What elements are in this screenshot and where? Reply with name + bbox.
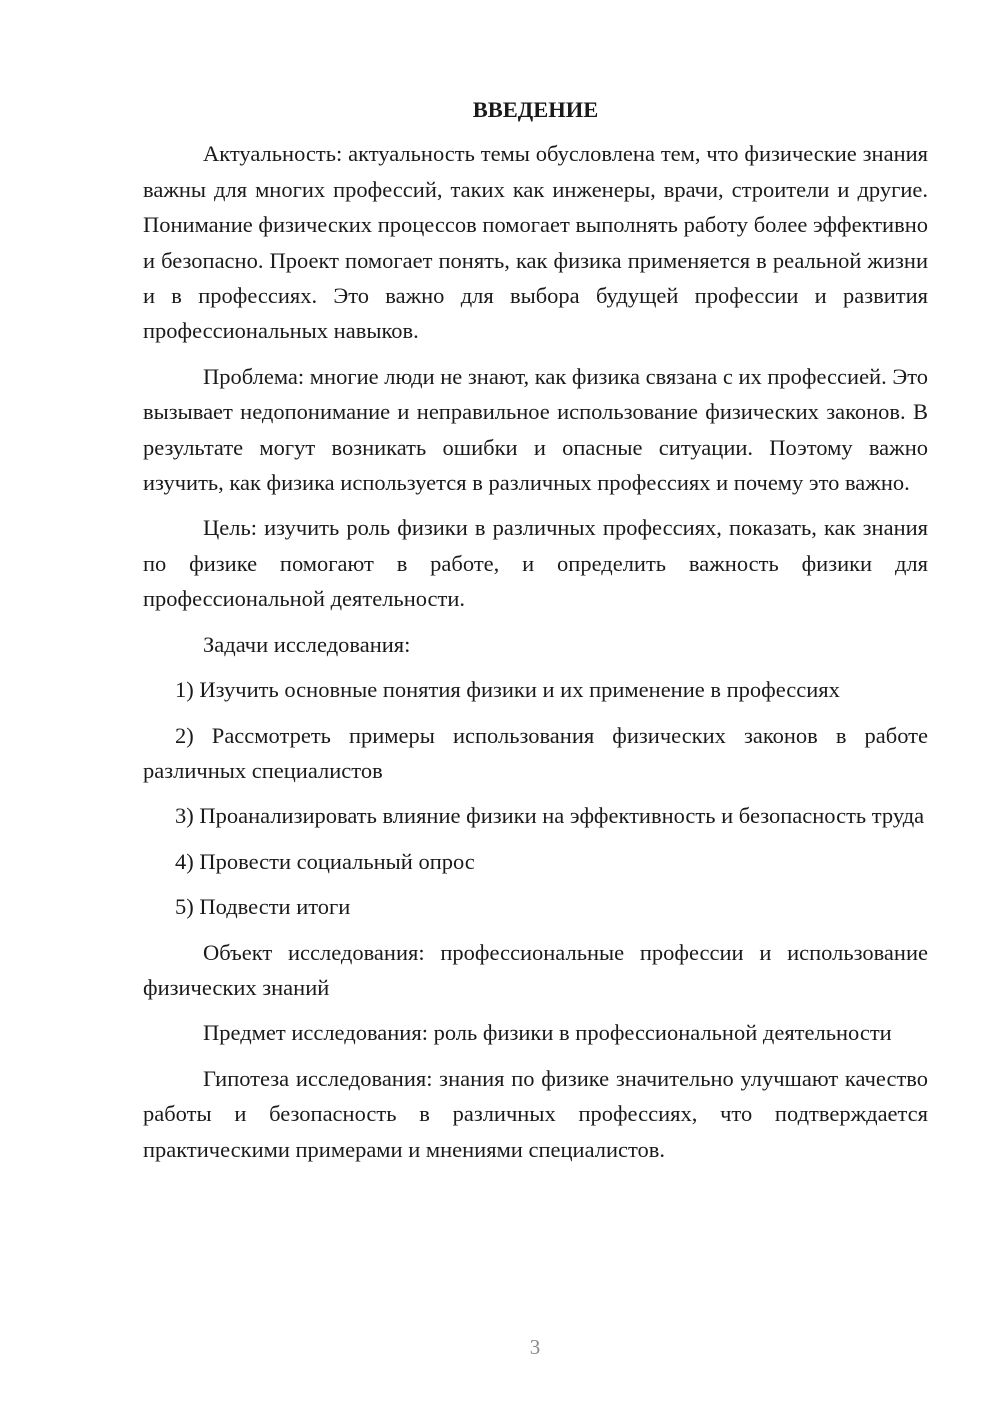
paragraph-object: Объект исследования: профессиональные профессии и использование физических знаний (143, 939, 928, 1000)
paragraph-tasks-heading: Задачи исследования: (203, 631, 411, 657)
paragraph-relevance: Актуальность: актуальность темы обусловлена тем, что физические знания важны для многих профессий, таких как инженеры, врачи, строители и другие. Понимание физических процессов помогает выполнять работу более эффективно и безопасно. Проект помогает понять, как физика применяется в реальной жизни и в профессиях. Это важно для выбора будущей профессии и развития профессиональных навыков. (143, 141, 928, 344)
task-item-2: 2) Рассмотреть примеры использования физических законов в работе различных специалистов (143, 722, 928, 783)
task-item-1: 1) Изучить основные понятия физики и их применение в профессиях (175, 677, 840, 703)
paragraph-problem: Проблема: многие люди не знают, как физика связана с их профессией. Это вызывает недопонимание и неправильное использование физических законов. В результате могут возникать ошибки и опасные ситуации. Поэтому важно изучить, как физика используется в различных профессиях и почему это важно. (143, 363, 928, 496)
page-title: ВВЕДЕНИЕ (472, 97, 599, 122)
task-item-3: 3) Проанализировать влияние физики на эффективность и безопасность труда (175, 803, 925, 829)
task-item-4: 4) Провести социальный опрос (175, 848, 475, 874)
paragraph-subject: Предмет исследования: роль физики в профессиональной деятельности (203, 1020, 892, 1046)
task-item-5: 5) Подвести итоги (175, 894, 351, 920)
document-body (143, 92, 928, 1177)
page-number: 3 (529, 1335, 541, 1359)
paragraph-goal: Цель: изучить роль физики в различных профессиях, показать, как знания по физике помогают в работе, и определить важность физики для профессиональной деятельности. (143, 515, 928, 612)
paragraph-hypothesis: Гипотеза исследования: знания по физике значительно улучшают качество работы и безопасность в различных профессиях, что подтверждается практическими примерами и мнениями специалистов. (143, 1065, 928, 1162)
